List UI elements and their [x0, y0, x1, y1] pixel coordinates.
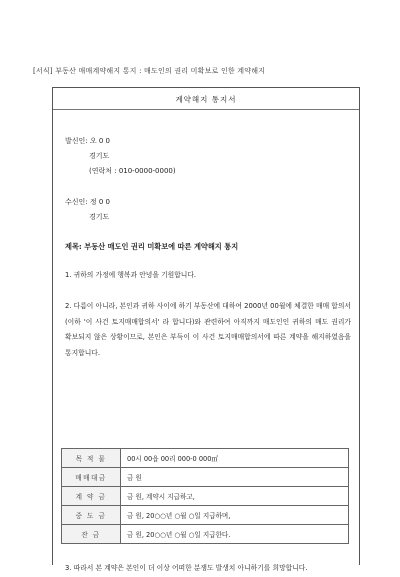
table-row: [62, 468, 349, 487]
table-row: [62, 449, 349, 468]
document-subject: 제목: 부동산 매도인 권리 미확보에 따른 계약해지 통지: [65, 242, 239, 251]
title-divider: [53, 109, 359, 110]
paragraph-closing: 3. 따라서 본 계약은 본인이 더 이상 어떠한 분쟁도 발생치 아니하기를 희망합니다.: [65, 564, 308, 572]
terms-value: 금 원, 계약시 지급하고,: [121, 487, 349, 506]
terms-label: 중 도 금: [62, 506, 121, 525]
paragraph-notice: 2. 다름이 아니라, 본인과 귀하 사이에 하기 부동산에 대하여 2000년 00월에 체결한 매매 합의서 (이하 '이 사건 토지매매합의서' 라 합니다)와 관련하여 아직까지 매도인인 귀하의 매도 권리가 확보되지 않은 상황이므로, 본인은 부득이 이 사건 토지매매합의서에 따른 계약을 해지하였음을 통지합니다.: [65, 302, 351, 357]
terms-label: 잔 금: [62, 525, 121, 544]
terms-value: 00시 00읍 00리 000-0 000㎡: [121, 449, 349, 468]
sender-contact: (연락처 : 010-0000-0000): [89, 167, 176, 175]
sender-address: 경기도: [89, 152, 110, 160]
terms-label: 목 적 물: [62, 449, 121, 468]
terms-value: 금 원: [121, 468, 349, 487]
table-row: [62, 525, 349, 544]
table-row: [62, 506, 349, 525]
recipient-address: 경기도: [89, 213, 110, 221]
recipient-label: 수신인: 정 0 0: [65, 198, 110, 206]
property-terms-table: [61, 448, 349, 544]
terms-label: 매매대금: [62, 468, 121, 487]
document-title: 계약해지 통지서: [175, 95, 237, 104]
document-header: [서식] 부동산 매매계약해지 통지 : 매도인의 권리 미확보로 인한 계약해지: [33, 67, 266, 75]
terms-value: 금 원, 20○○년 ○월 ○일 지급하며,: [121, 506, 349, 525]
table-row: [62, 487, 349, 506]
terms-label: 계 약 금: [62, 487, 121, 506]
terms-value: 금 원, 20○○년 ○월 ○일 지급한다.: [121, 525, 349, 544]
paragraph-greeting: 1. 귀하의 가정에 행복과 안녕을 기원합니다.: [65, 271, 197, 279]
notice-document: [52, 87, 360, 572]
sender-label: 발신인: 오 0 0: [65, 137, 110, 145]
